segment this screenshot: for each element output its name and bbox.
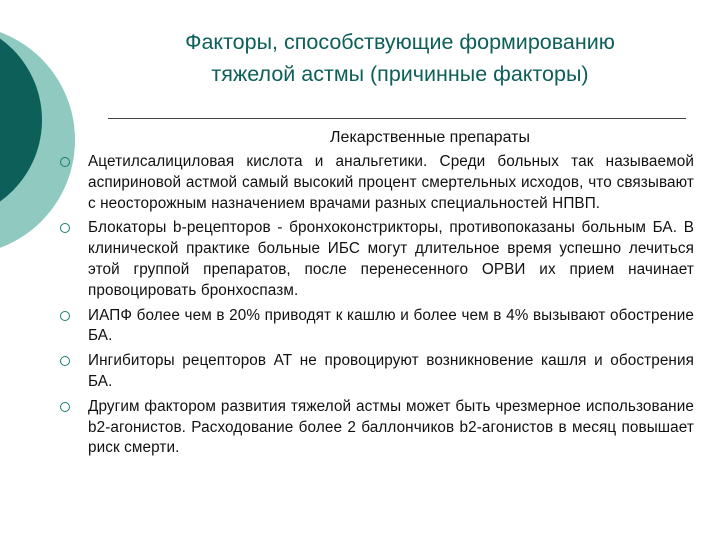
list-item-text: Другим фактором развития тяжелой астмы может быть чрезмерное использование b2-агонистов. Расходование более 2 баллончиков b2-агонистов в месяц повышает риск смерти.: [88, 397, 694, 457]
bullet-circle-icon: [60, 157, 70, 167]
slide-title: [120, 26, 680, 90]
title-line-1: Факторы, способствующие формированию: [185, 30, 615, 54]
bullet-circle-icon: [60, 311, 70, 321]
divider: [108, 118, 686, 119]
list-item: [60, 306, 694, 348]
list-item-text: Ацетилсалициловая кислота и анальгетики. Среди больных так называемой аспириновой астмой самый высокий процент смертельных исходов, что связывают с неосторожным назначением врачами разных специальностей НПВП.: [88, 153, 694, 212]
list-item: [60, 351, 694, 393]
list-item: [60, 218, 694, 301]
list-item-text: ИАПФ более чем в 20% приводят к кашлю и более чем в 4% вызывают обострение БА.: [88, 306, 694, 345]
bullet-circle-icon: [60, 402, 70, 412]
list-item: [60, 397, 694, 459]
subheading: Лекарственные препараты: [330, 129, 530, 146]
list-item-text: Ингибиторы рецепторов АТ не провоцируют возникновение кашля и обострения БА.: [88, 352, 694, 390]
bullet-circle-icon: [60, 223, 70, 233]
title-line-2: тяжелой астмы (причинные факторы): [211, 62, 589, 86]
bullet-circle-icon: [60, 356, 70, 366]
list-item: [60, 152, 694, 214]
bullet-list: [60, 152, 694, 463]
list-item-text: Блокаторы b-рецепторов - бронхоконстрикторы, противопоказаны больным БА. В клинической практике больные ИБС могут длительное время успешно лечиться этой группой препаратов, после перенесенного ОРВИ их прием начинает провоцировать бронхоспазм.: [88, 219, 694, 299]
